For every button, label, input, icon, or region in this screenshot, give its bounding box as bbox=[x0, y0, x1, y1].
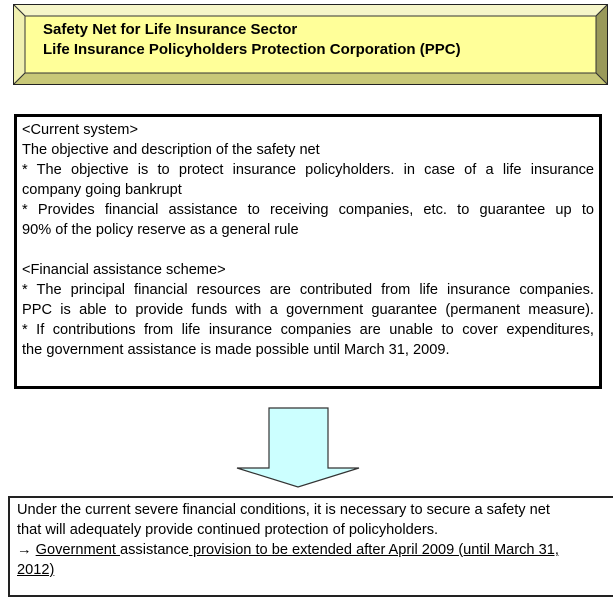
current-system-box bbox=[14, 114, 602, 389]
financial-scheme-heading: <Financial assistance scheme> bbox=[22, 262, 226, 278]
contributions-bullet-line-1: * If contributions from life insurance companies are unable to cover expenditures, bbox=[22, 322, 594, 338]
down-arrow-icon bbox=[230, 400, 370, 492]
conclusion-box bbox=[8, 496, 613, 597]
title-text bbox=[43, 20, 461, 60]
resources-bullet-line-1: * The principal financial resources are contributed from life insurance companies. bbox=[22, 282, 594, 298]
conclusion-line-1: Under the current severe financial conditions, it is necessary to secure a safety net bbox=[17, 502, 550, 518]
current-system-subheading: The objective and description of the safety net bbox=[22, 142, 320, 158]
title-line-2: Life Insurance Policyholders Protection Corporation (PPC) bbox=[43, 41, 461, 58]
right-arrow-symbol: → bbox=[17, 542, 36, 558]
current-system-heading: <Current system> bbox=[22, 122, 138, 138]
title-line-1: Safety Net for Life Insurance Sector bbox=[43, 21, 298, 38]
government-text: Government bbox=[35, 542, 121, 558]
objective-bullet-line-2: company going bankrupt bbox=[22, 182, 182, 198]
assistance-text: assistance bbox=[120, 542, 189, 558]
resources-bullet-line-2: PPC is able to provide funds with a government guarantee (permanent measure). bbox=[22, 302, 594, 318]
conclusion-line-2: that will adequately provide continued protection of policyholders. bbox=[17, 522, 439, 538]
assistance-bullet-line-1: * Provides financial assistance to receiving companies, etc. to guarantee up to bbox=[22, 202, 594, 218]
spacer bbox=[22, 240, 594, 260]
conclusion-line-4: 2012) bbox=[17, 562, 55, 578]
objective-bullet-line-1: * The objective is to protect insurance policyholders. in case of a life insurance bbox=[22, 162, 594, 178]
extension-text: provision to be extended after April 2009 (until March 31, bbox=[188, 542, 559, 558]
contributions-bullet-line-2: the government assistance is made possible until March 31, 2009. bbox=[22, 342, 450, 358]
title-box bbox=[13, 4, 608, 85]
conclusion-line-3 bbox=[17, 540, 609, 560]
assistance-bullet-line-2: 90% of the policy reserve as a general rule bbox=[22, 222, 299, 238]
